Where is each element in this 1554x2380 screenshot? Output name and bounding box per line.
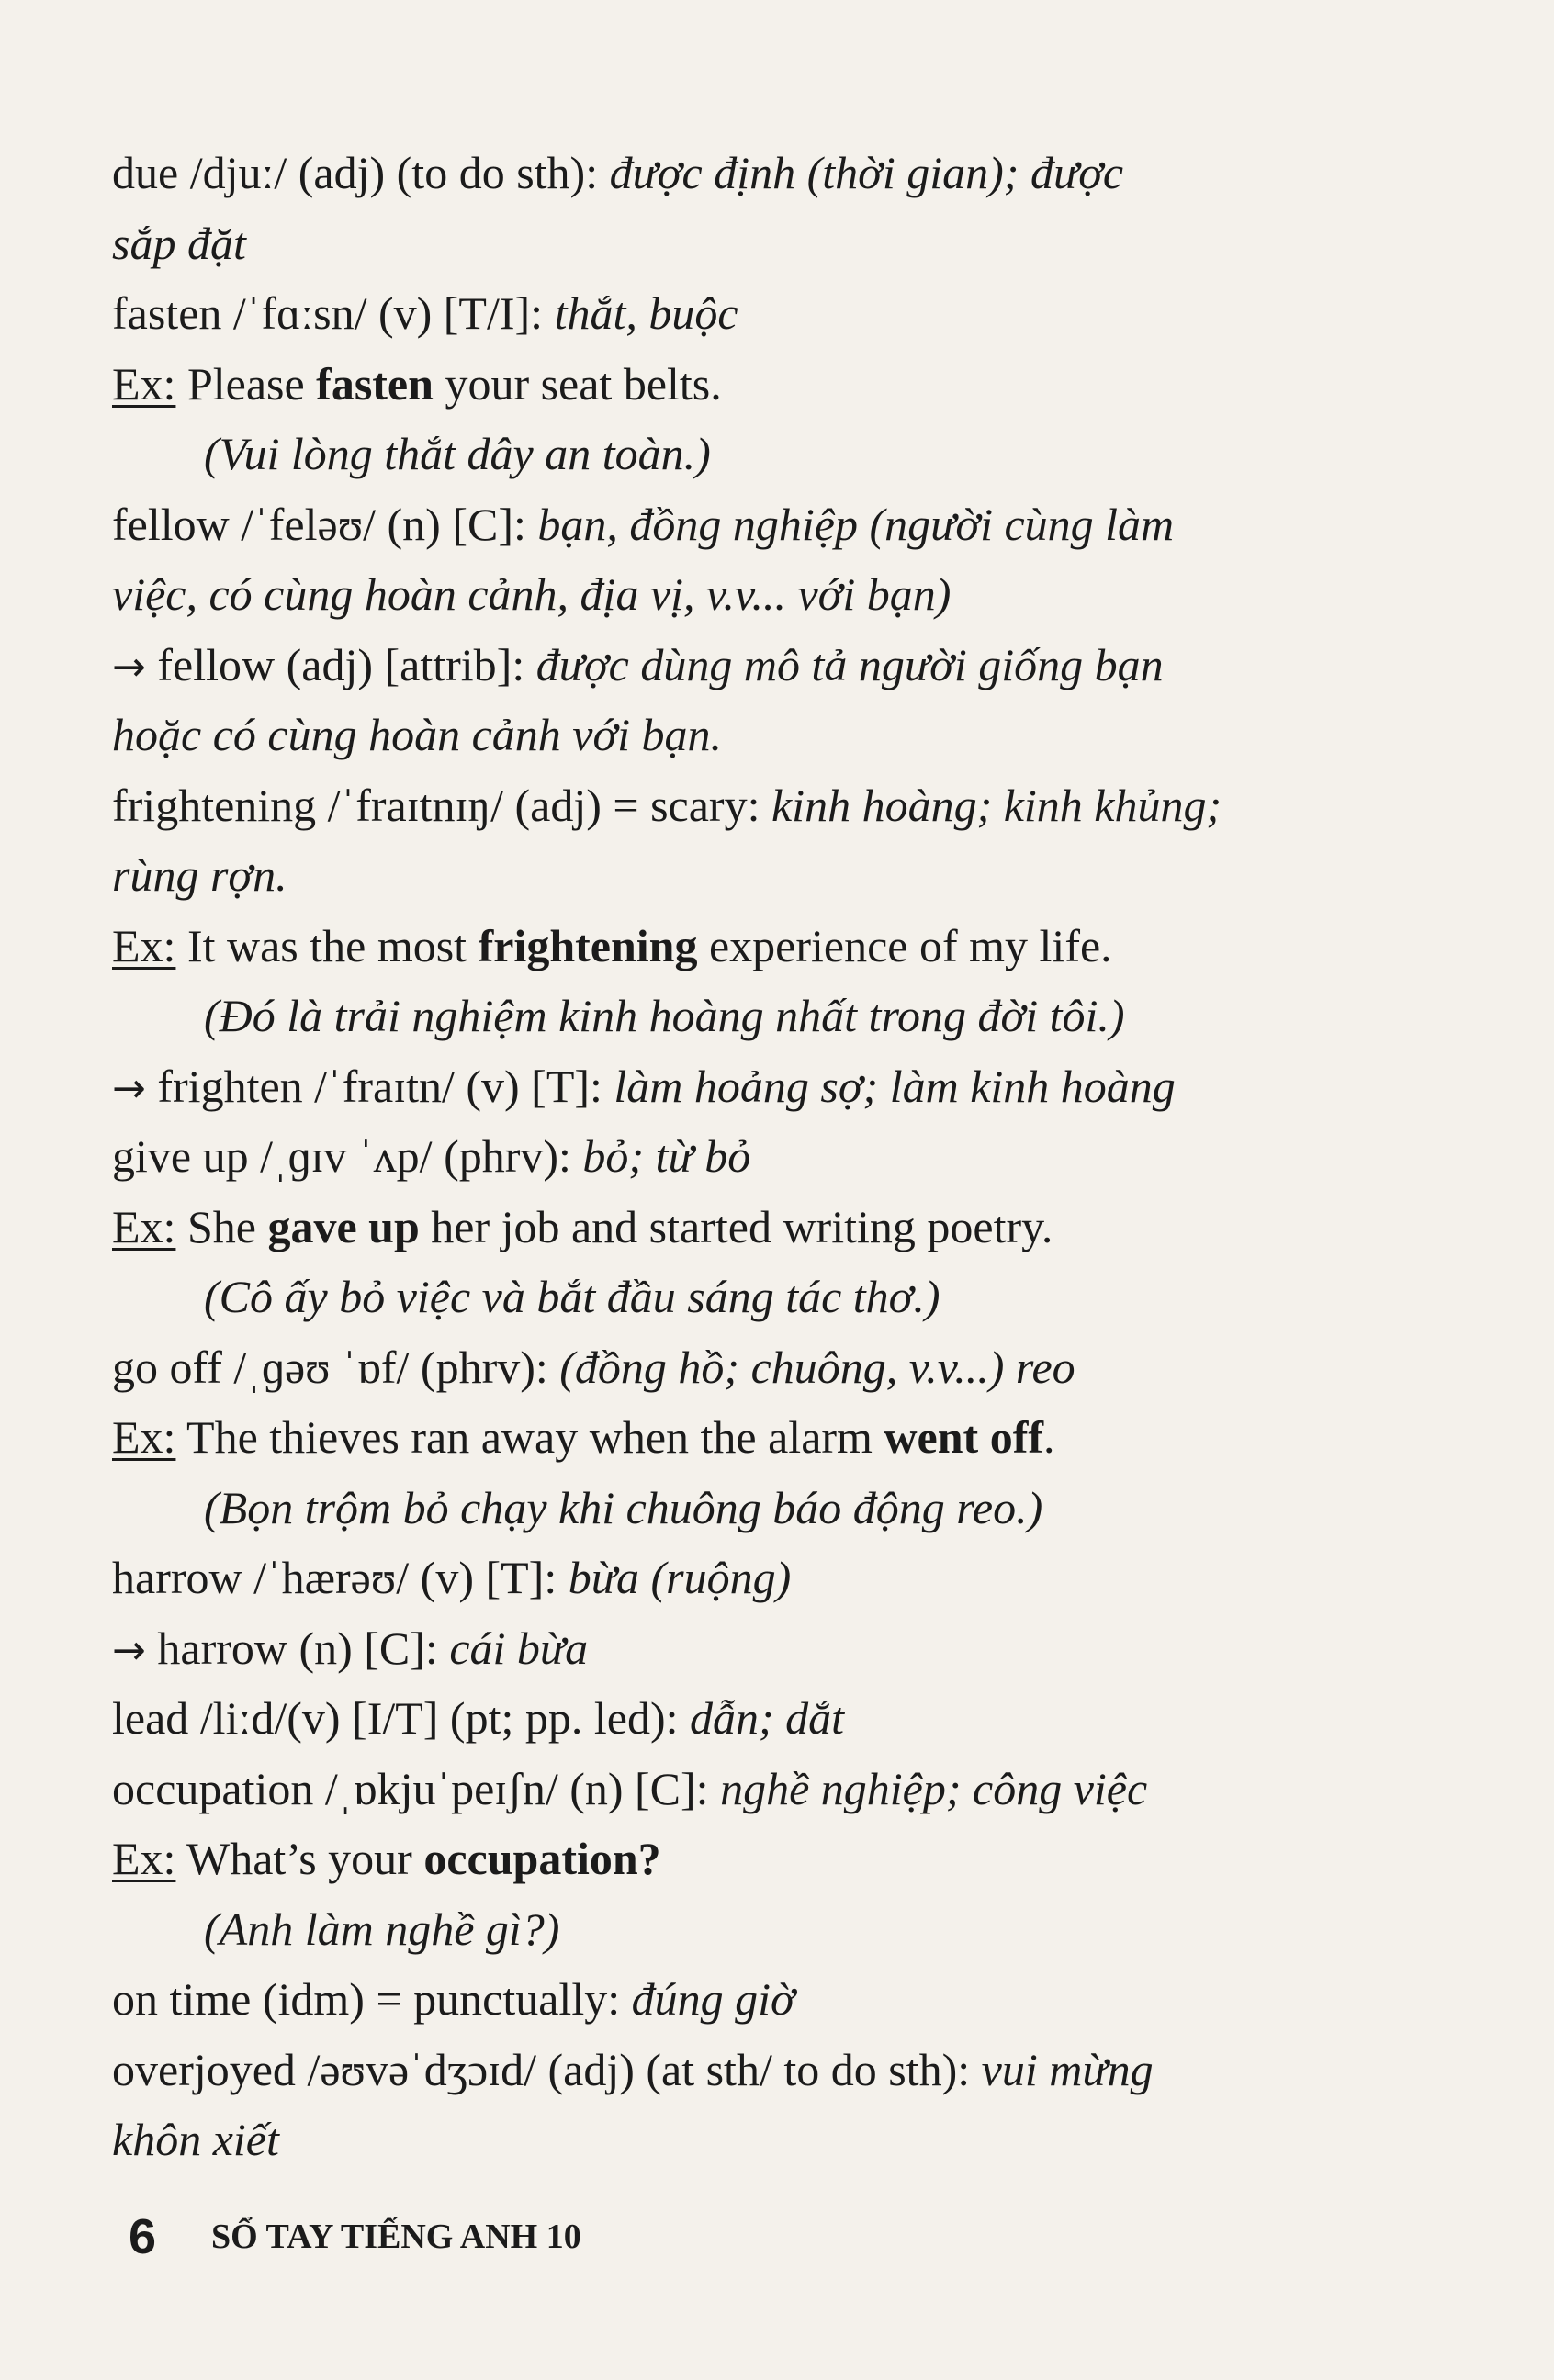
entry-details: /ˈfɑːsn/ (v) [T/I]:	[221, 287, 555, 339]
entry-meaning: bừa (ruộng)	[568, 1552, 792, 1603]
translation-line	[112, 1262, 1435, 1332]
headword: due	[112, 147, 179, 198]
entry-details: /ˌɒkjuˈpeɪʃn/ (n) [C]:	[313, 1762, 721, 1814]
example-keyword: frightening	[478, 919, 698, 971]
example-translation: (Anh làm nghề gì?)	[204, 1903, 560, 1955]
entry-line	[112, 700, 1435, 770]
entry-details: /ˈfeləʊ/ (n) [C]:	[229, 498, 538, 550]
arrow-icon: →	[112, 643, 146, 690]
entry-meaning: dẫn; dắt	[689, 1692, 845, 1744]
headword: occupation	[112, 1762, 314, 1814]
entry-meaning: được dùng mô tả người giống bạn	[535, 638, 1164, 690]
example-label: Ex:	[112, 1411, 176, 1463]
entry-line	[112, 208, 1435, 279]
example-label: Ex:	[112, 1200, 176, 1252]
entry-meaning: đúng giờ	[631, 1973, 795, 2025]
example-label: Ex:	[112, 1833, 176, 1884]
entry-details: /ˈfraɪtnɪŋ/ (adj) = scary:	[316, 779, 771, 831]
entry-line	[112, 2105, 1435, 2175]
example-line	[112, 1402, 1435, 1473]
example-text: What’s your	[175, 1833, 424, 1884]
headword: go off	[112, 1341, 222, 1393]
entry-line	[112, 559, 1435, 630]
derived-entry-line	[112, 1051, 1435, 1122]
headword: frightening	[112, 779, 317, 831]
example-text: .	[1043, 1411, 1055, 1463]
entry-meaning: hoặc có cùng hoàn cảnh với bạn.	[112, 709, 723, 760]
entry-details: /liːd/(v) [I/T] (pt; pp. led):	[188, 1692, 690, 1744]
page-number: 6	[129, 2209, 157, 2264]
example-text: her job and started writing poetry.	[419, 1200, 1053, 1252]
example-keyword: gave up	[267, 1200, 420, 1252]
example-line	[112, 349, 1435, 420]
entry-details: /djuː/ (adj) (to do sth):	[178, 147, 610, 198]
arrow-icon: →	[112, 1064, 146, 1112]
headword: fellow	[112, 498, 230, 550]
entry-line	[112, 770, 1435, 841]
example-line	[112, 911, 1435, 982]
entry-meaning: nghề nghiệp; công việc	[720, 1762, 1148, 1814]
entry-line	[112, 489, 1435, 560]
headword: overjoyed	[112, 2043, 296, 2095]
example-translation: (Cô ấy bỏ việc và bắt đầu sáng tác thơ.)	[204, 1271, 940, 1322]
headword: on time	[112, 1973, 252, 2025]
entry-details: (adj) [attrib]:	[275, 638, 536, 690]
entry-line	[112, 1332, 1435, 1403]
entry-meaning: thắt, buộc	[554, 287, 738, 339]
example-text: It was the most	[175, 919, 479, 971]
entry-meaning: được định (thời gian); được	[609, 147, 1124, 198]
entry-meaning: việc, có cùng hoàn cảnh, địa vị, v.v... với bạn)	[112, 568, 952, 620]
example-text: The thieves ran away when the alarm	[175, 1411, 884, 1463]
entry-line	[112, 2035, 1435, 2105]
example-keyword: occupation?	[423, 1833, 661, 1884]
entry-details: /ˌɡəʊ ˈɒf/ (phrv):	[221, 1341, 560, 1393]
glossary-content	[112, 138, 1435, 2175]
entry-line	[112, 278, 1435, 349]
example-keyword: fasten	[316, 357, 434, 410]
derived-entry-line	[112, 1613, 1435, 1684]
translation-line	[112, 981, 1435, 1051]
book-title: SỔ TAY TIẾNG ANH 10	[211, 2217, 581, 2256]
entry-meaning: làm hoảng sợ; làm kinh hoàng	[614, 1060, 1176, 1112]
example-translation: (Bọn trộm bỏ chạy khi chuông báo động reo.)	[204, 1481, 1043, 1533]
example-text: She	[175, 1200, 268, 1252]
example-text: your seat belts.	[433, 357, 722, 410]
translation-line	[112, 1473, 1435, 1544]
entry-line	[112, 1683, 1435, 1754]
example-text: Please	[175, 357, 317, 410]
entry-line	[112, 1964, 1435, 2035]
entry-meaning: vui mừng	[981, 2043, 1154, 2095]
headword: frighten	[145, 1060, 303, 1112]
example-text: experience of my life.	[697, 919, 1112, 971]
example-line	[112, 1192, 1435, 1263]
headword: fasten	[112, 287, 222, 339]
headword: harrow	[145, 1622, 287, 1674]
entry-meaning: (đồng hồ; chuông, v.v...) reo	[559, 1341, 1075, 1393]
entry-line	[112, 1121, 1435, 1192]
headword: lead	[112, 1692, 189, 1744]
translation-line	[112, 1894, 1435, 1965]
arrow-icon: →	[112, 1626, 146, 1674]
example-keyword: went off	[884, 1411, 1043, 1463]
entry-meaning: bỏ; từ bỏ	[582, 1130, 751, 1182]
headword: fellow	[145, 638, 276, 690]
entry-details: (idm) = punctually:	[251, 1973, 632, 2025]
entry-line	[112, 1543, 1435, 1613]
example-translation: (Đó là trải nghiệm kinh hoàng nhất trong đời tôi.)	[204, 990, 1125, 1041]
example-label: Ex:	[112, 919, 176, 971]
derived-entry-line	[112, 630, 1435, 701]
entry-details: /əʊvəˈdʒɔɪd/ (adj) (at sth/ to do sth):	[295, 2043, 982, 2095]
entry-meaning: sắp đặt	[112, 217, 246, 269]
entry-meaning: cái bừa	[449, 1622, 589, 1674]
entry-meaning: rùng rợn.	[112, 849, 287, 901]
entry-details: (n) [C]:	[287, 1622, 450, 1674]
entry-line	[112, 1754, 1435, 1824]
entry-line	[112, 840, 1435, 911]
entry-details: /ˌɡɪv ˈʌp/ (phrv):	[248, 1130, 583, 1182]
example-line	[112, 1824, 1435, 1894]
example-label: Ex:	[112, 357, 176, 410]
entry-meaning: khôn xiết	[112, 2114, 279, 2165]
headword: harrow	[112, 1552, 242, 1603]
entry-details: /ˈhærəʊ/ (v) [T]:	[242, 1552, 569, 1603]
page-footer	[129, 2208, 581, 2265]
entry-meaning: kinh hoàng; kinh khủng;	[771, 779, 1222, 831]
headword: give up	[112, 1130, 249, 1182]
entry-line	[112, 138, 1435, 208]
translation-line	[112, 419, 1435, 489]
entry-details: /ˈfraɪtn/ (v) [T]:	[302, 1060, 614, 1112]
entry-meaning: bạn, đồng nghiệp (người cùng làm	[537, 498, 1175, 550]
example-translation: (Vui lòng thắt dây an toàn.)	[204, 428, 711, 479]
